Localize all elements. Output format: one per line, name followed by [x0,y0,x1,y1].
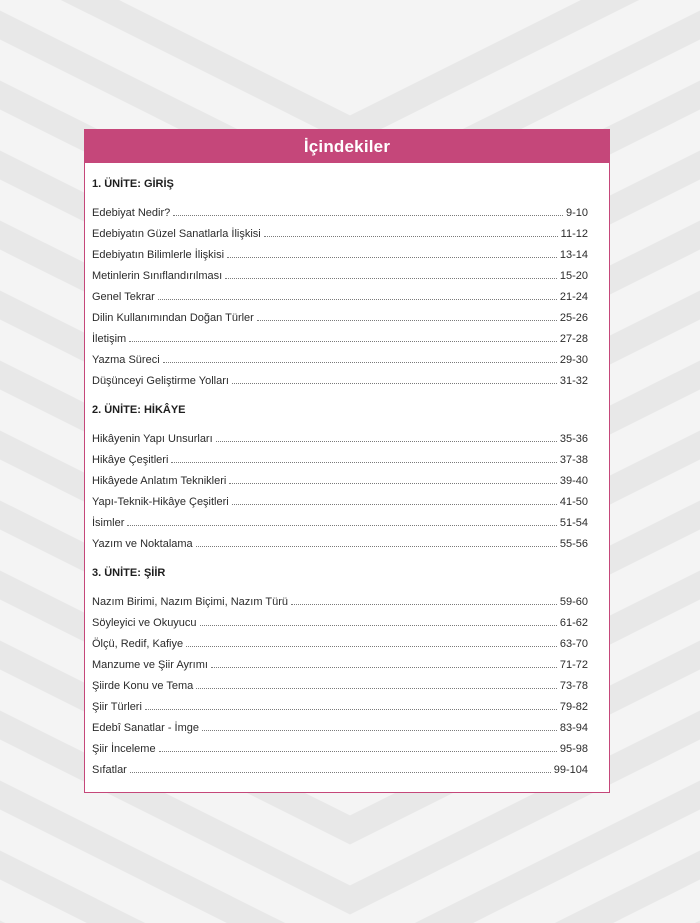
toc-entry-pages: 21-24 [559,291,588,303]
dot-leader [163,362,557,363]
toc-entry-label: Yazma Süreci [92,354,160,366]
toc-entry-pages: 25-26 [559,312,588,324]
toc-entry [92,345,602,366]
unit-title: 2. ÜNİTE: HİKÂYE [92,404,186,416]
dot-leader [158,299,557,300]
unit-title: 3. ÜNİTE: ŞİİR [92,567,166,579]
toc-entry-label: Yazım ve Noktalama [92,538,193,550]
toc-entry-pages: 99-104 [553,764,588,776]
toc-entry [92,282,602,303]
toc-entry [92,466,602,487]
toc-entry [92,671,602,692]
toc-entry [92,734,602,755]
toc-entry-pages: 63-70 [559,638,588,650]
toc-entry-label: Edebiyatın Güzel Sanatlarla İlişkisi [92,228,261,240]
dot-leader [264,236,558,237]
toc-entry-label: Sıfatlar [92,764,127,776]
toc-entry [92,650,602,671]
dot-leader [229,483,557,484]
toc-entry [92,608,602,629]
dot-leader [211,667,557,668]
toc-entry-label: Nazım Birimi, Nazım Biçimi, Nazım Türü [92,596,288,608]
toc-entry-label: Şiir İnceleme [92,743,156,755]
dot-leader [159,751,557,752]
toc-entry-label: Manzume ve Şiir Ayrımı [92,659,208,671]
toc-entry-label: Yapı-Teknik-Hikâye Çeşitleri [92,496,229,508]
dot-leader [130,772,551,773]
toc-entry-pages: 11-12 [560,228,588,240]
dot-leader [232,383,557,384]
dot-leader [127,525,556,526]
dot-leader [171,462,556,463]
toc-entry [92,424,602,445]
toc-entry-label: İsimler [92,517,125,529]
toc-entry [92,445,602,466]
toc-entry [92,487,602,508]
unit-title: 1. ÜNİTE: GİRİŞ [92,178,174,190]
page-title: İçindekiler [303,136,391,156]
toc-entry-label: Metinlerin Sınıflandırılması [92,270,223,282]
toc-entry-label: Şiir Türleri [92,701,142,713]
dot-leader [291,604,557,605]
toc-entry-pages: 35-36 [559,433,588,445]
toc-entry [92,324,602,345]
toc-entry-label: Hikâyenin Yapı Unsurları [92,433,213,445]
dot-leader [257,320,557,321]
toc-entry-pages: 41-50 [559,496,588,508]
toc-entry [92,366,602,387]
dot-leader [129,341,557,342]
toc-body [85,163,609,776]
toc-entry-label: Düşünceyi Geliştirme Yolları [92,375,229,387]
toc-entry [92,713,602,734]
toc-entry [92,755,602,776]
dot-leader [173,215,563,216]
unit-section [92,566,602,776]
toc-entry-label: Edebî Sanatlar - İmge [92,722,200,734]
toc-entry-pages: 71-72 [559,659,588,671]
dot-leader [145,709,557,710]
toc-entry [92,261,602,282]
toc-header [85,130,609,163]
toc-entry [92,508,602,529]
toc-entry-pages: 13-14 [559,249,588,261]
toc-entry-pages: 31-32 [559,375,588,387]
dot-leader [225,278,557,279]
toc-entry-label: Ölçü, Redif, Kafiye [92,638,184,650]
toc-entry-pages: 73-78 [559,680,588,692]
toc-entry-label: Edebiyat Nedir? [92,207,171,219]
toc-entry [92,219,602,240]
toc-entry-label: Şiirde Konu ve Tema [92,680,194,692]
dot-leader [200,625,557,626]
toc-entry-label: Genel Tekrar [92,291,155,303]
toc-entry [92,303,602,324]
toc-entry-label: Söyleyici ve Okuyucu [92,617,197,629]
toc-entry-label: Edebiyatın Bilimlerle İlişkisi [92,249,225,261]
dot-leader [227,257,557,258]
toc-entry-pages: 9-10 [565,207,588,219]
toc-entry-label: İletişim [92,333,127,345]
toc-entry [92,529,602,550]
toc-entry-pages: 27-28 [559,333,588,345]
toc-entry-pages: 55-56 [559,538,588,550]
dot-leader [216,441,557,442]
toc-entry [92,240,602,261]
toc-entry-pages: 37-38 [559,454,588,466]
toc-entry-pages: 29-30 [559,354,588,366]
dot-leader [196,688,557,689]
toc-entry-pages: 83-94 [559,722,588,734]
unit-section [92,177,602,387]
dot-leader [232,504,557,505]
dot-leader [202,730,557,731]
table-of-contents-panel [84,129,610,793]
toc-entry [92,198,602,219]
toc-entry [92,587,602,608]
dot-leader [196,546,557,547]
toc-entry-pages: 95-98 [559,743,588,755]
toc-entry-label: Hikâyede Anlatım Teknikleri [92,475,227,487]
toc-entry-pages: 15-20 [559,270,588,282]
unit-section [92,403,602,550]
toc-entry-pages: 61-62 [559,617,588,629]
dot-leader [186,646,557,647]
toc-entry-label: Hikâye Çeşitleri [92,454,169,466]
toc-entry [92,692,602,713]
toc-entry-label: Dilin Kullanımından Doğan Türler [92,312,254,324]
toc-entry-pages: 79-82 [559,701,588,713]
toc-entry-pages: 39-40 [559,475,588,487]
toc-entry [92,629,602,650]
toc-entry-pages: 59-60 [559,596,588,608]
toc-entry-pages: 51-54 [559,517,588,529]
